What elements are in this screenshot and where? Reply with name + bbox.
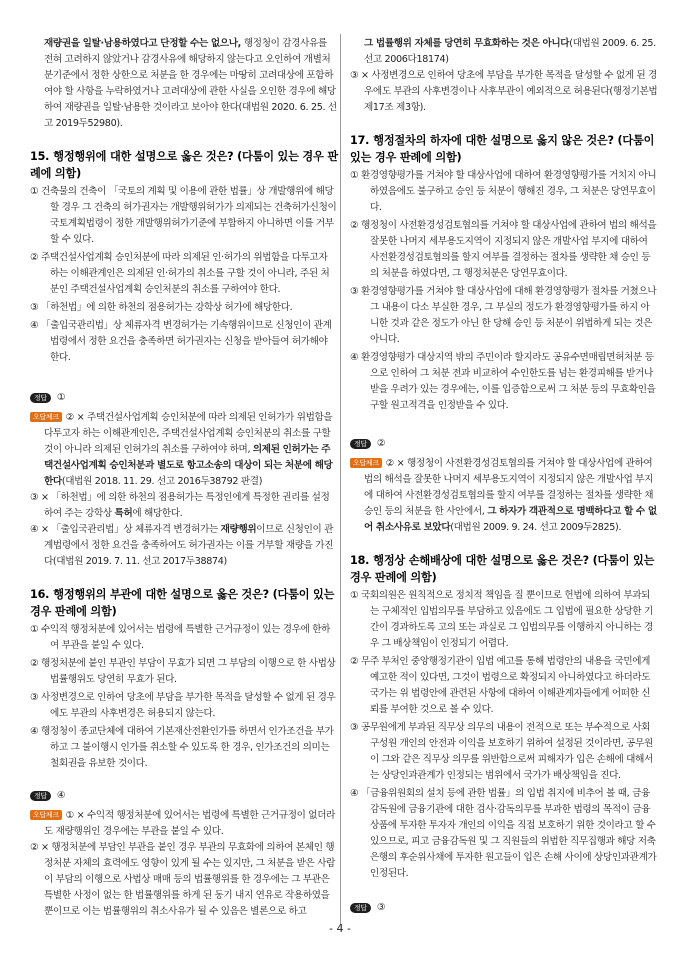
question-16-option-1: ① 수익적 행정처분에 있어서는 법령에 특별한 근거규정이 있는 경우에 한하여 부관을 붙일 수 있다. [30,624,331,651]
question-17-option-3: ③ 환경영향평가를 거쳐야 할 대상사업에 대해 환경영향평가 절차를 거쳤으나 그 내용이 다소 부실한 경우, 그 부실의 정도가 환경영향평가를 하지 아니한 것과 같은 정도가 아닌 한 당해 승인 등 처분이 위법하게 되는 것은 아니다. [350,286,657,345]
question-18-option-2: ② 무주 부처인 중앙행정기관이 입법 예고를 통해 법령안의 내용을 국민에게 예고한 적이 있다면, 그것이 법령으로 확정되지 아니하였다고 하더라도 국가는 위 법령안에 관련된 사항에 대하여 이해관계자들에게 어떠한 신뢰를 부여한 것으로 볼 수 있다. [350,656,651,715]
question-16 [30,586,338,920]
explanation-line: ③ × 「하천법」에 의한 하천의 점용허가는 특정인에게 특정한 권리를 설정하여 주는 강학상 특허에 해당한다. [30,492,330,519]
column-divider [340,34,341,924]
question-15-option-4: ④ 「출입국관리법」상 체류자격 변경허가는 기속행위이므로 신청인이 관계법령에서 정한 요건을 충족하면 허가권자는 신청을 받아들여 허가해야 한다. [30,320,332,363]
question-16-stem: 16. 행정행위의 부관에 대한 설명으로 옳은 것은? (다툼이 있는 경우 판례에 의함) [30,588,335,618]
question-16-option-2: ② 행정처분에 붙인 부관인 부담이 무효가 되면 그 부담의 이행으로 한 사법상 법률행위도 당연히 무효가 된다. [30,658,336,685]
question-16-option-3: ③ 사정변경으로 인하여 당초에 부담을 부가한 목적을 달성할 수 없게 된 경우에도 부관의 사후변경은 허용되지 않는다. [30,692,336,719]
right-top-continuation: 그 법률행위 자체를 당연히 무효화하는 것은 아니다(대법원 2009. 6. 25. 선고 2006다18174) [364,38,656,65]
explanation-line: 오답체크 ② × 주택건설사업계획 승인처분에 따라 의제된 인허가가 위법함을 다투고자 하는 이해관계인은, 주택건설사업계획 승인처분의 취소를 구할 것이 아니라 의제된 인허가의 취소를 구하여야 하며, 의제된 인허가는 주택건설사업계획 승인처분과 별도로 항고소송의 대상이 되는 처분에 해당한다(대법원 2018. 11. 29. 선고 2016두38792 판결) [30,410,338,490]
explanation-line: ② × 행정처분에 부담인 부관을 붙인 경우 부관의 무효화에 의하여 본체인 행정처분 자체의 효력에도 영향이 있게 될 수는 있지만, 그 처분을 받은 사람이 부담의 이행으로 사법상 매매 등의 법률행위를 한 경우에는 그 부관은 특별한 사정이 없는 한 법률행위를 하게 된 동기 내지 연유로 작용하였을 뿐이므로 이는 법률행위의 취소사유가 될 수 있음은 별론으로 하고 [30,842,336,917]
question-15-option-1: ① 건축물의 건축이 「국토의 계획 및 이용에 관한 법률」상 개발행위에 해당할 경우 그 건축의 허가권자는 개발행위허가가 의제되는 건축허가신청이 국토계획법령이 정한 개발행위허가기준에 부합하지 아니하면 이를 거부할 수 있다. [30,186,337,245]
wrong-check-badge: 오답체크 [30,412,62,422]
question-17-option-4: ④ 환경영향평가 대상지역 밖의 주민이라 할지라도 공유수면매립면허처분 등으로 인하여 그 처분 전과 비교하여 수인한도를 넘는 환경피해를 받거나 받을 우려가 있는 경우에는, 이를 입증함으로써 그 처분 등의 무효확인을 구할 원고적격을 인정받을 수 있다. [350,352,656,411]
question-17-answer: 정답 ② [350,436,658,452]
right-column [350,36,658,916]
answer-badge: 정답 [350,439,371,449]
question-17 [350,132,658,536]
question-15-explanations [30,410,338,570]
wrong-check-badge: 오답체크 [30,810,62,820]
explanation-line: ④ × 「출입국관리법」상 체류자격 변경허가는 재량행위이므로 신청인이 관계법령에서 정한 요건을 충족하여도 허가권자는 이를 거부할 재량을 가진다(대법원 2019. 7. 11. 선고 2017두38874) [30,524,334,567]
question-16-explanations [30,808,338,920]
question-18-stem: 18. 행정상 손해배상에 대한 설명으로 옳은 것은? (다툼이 있는 경우 판례에 의함) [350,554,655,584]
question-17-option-1: ① 환경영향평가를 거쳐야 할 대상사업에 대하여 환경영향평가를 거치지 아니하였음에도 불구하고 승인 등 처분이 행해진 경우, 그 처분은 당연무효이다. [350,170,657,213]
page-number: - 4 - [329,922,351,935]
question-18-answer: 정답 ③ [350,900,658,916]
question-15-answer: 정답 ① [30,390,338,406]
question-18 [350,552,658,916]
question-18-option-4: ④ 「금융위원회의 설치 등에 관한 법률」의 입법 취지에 비추어 볼 때, 금융감독원에 금융기관에 대한 검사·감독의무를 부과한 법령의 목적이 금융상품에 투자한 투자자 개인의 이익을 직접 보호하기 위한 것이라고 할 수 있으므로, 피고 금융감독원 및 그 직원들의 위법한 직무집행과 해당 저축은행의 후순위사채에 투자한 원고들이 입은 손해 사이에 상당인과관계가 인정된다. [350,788,657,879]
answer-badge: 정답 [30,791,51,801]
question-15-option-3: ③ 「하천법」에 의한 하천의 점용허가는 강학상 허가에 해당한다. [30,302,293,313]
question-16-option-4: ④ 행정청이 종교단체에 대하여 기본재산전환인가를 하면서 인가조건을 부가하고 그 불이행시 인가를 취소할 수 있도록 한 경우, 인가조건의 의미는 철회권을 유보한 것이다. [30,726,334,769]
wrong-check-badge: 오답체크 [350,458,382,468]
explanation-line: 오답체크 ① × 수익적 행정처분에 있어서는 법령에 특별한 근거규정이 없더라도 재량행위인 경우에는 부관을 붙일 수 있다. [30,808,338,840]
question-18-option-3: ③ 공무원에게 부과된 직무상 의무의 내용이 전적으로 또는 부수적으로 사회구성원 개인의 안전과 이익을 보호하기 위하여 설정된 것이라면, 공무원이 그와 같은 직무상 의무를 위반함으로써 피해자가 입은 손해에 대해서는 상당인과관계가 인정되는 범위에서 국가가 배상책임을 진다. [350,722,653,781]
left-top-continuation: 재량권을 일탈·남용하였다고 단정할 수는 없으나, 행정청이 감경사유를 전혀 고려하지 않았거나 감경사유에 해당하지 않는다고 오인하여 개별처분기준에서 정한 상한으로 처분을 한 경우에는 마땅히 고려대상에 포함하여야 할 사항을 누락하였거나 고려대상에 관한 사실을 오인한 경우에 해당하여 재량권을 일탈·남용한 것이라고 보아야 한다(대법원 2020. 6. 25. 선고 2019두52980). [44,38,337,129]
question-17-stem: 17. 행정절차의 하자에 대한 설명으로 옳지 않은 것은? (다툼이 있는 경우 판례에 의함) [350,134,655,164]
question-18-option-1: ① 국회의원은 원칙적으로 정치적 책임을 질 뿐이므로 헌법에 의하여 부과되는 구체적인 입법의무를 부담하고 있음에도 그 입법에 필요한 상당한 기간이 경과하도록 고의 또는 과실로 그 입법의무를 이행하지 아니하는 경우 그 배상책임이 인정되기 어렵다. [350,590,653,649]
question-17-option-2: ② 행정청이 사전환경성검토협의를 거쳐야 할 대상사업에 관하여 법의 해석을 잘못한 나머지 세부용도지역이 지정되지 않은 개발사업 부지에 대하여 사전환경성검토협의를 할지 여부를 결정하는 절차를 생략한 채 승인 등의 처분을 하였다면, 그 행정처분은 당연무효이다. [350,220,657,279]
question-15-stem: 15. 행정행위에 대한 설명으로 옳은 것은? (다툼이 있는 경우 판례에 의함) [30,150,338,180]
explanation-line: 오답체크 ② × 행정청이 사전환경성검토협의를 거쳐야 할 대상사업에 관하여 법의 해석을 잘못한 나머지 세부용도지역이 지정되지 않은 개발사업 부지에 대하여 사전환경성검토협의를 할지 여부를 결정하는 절차를 생략한 채 승인 등의 처분을 한 사안에서, 그 하자가 객관적으로 명백하다고 할 수 없어 취소사유로 보았다(대법원 2009. 9. 24. 선고 2009두2825). [350,456,658,536]
left-column [30,36,338,920]
question-16-answer: 정답 ④ [30,788,338,804]
question-15-option-2: ② 주택건설사업계획 승인처분에 따라 의제된 인·허가의 위법함을 다투고자 하는 이해관계인은 의제된 인·허가의 취소를 구할 것이 아니라, 주된 처분인 주택건설사업계획 승인처분의 취소를 구하여야 한다. [30,252,330,295]
explanation-line: ③ × 사정변경으로 인하여 당초에 부담을 부가한 목적을 달성할 수 없게 된 경우에도 부관의 사후변경이나 사후부관이 예외적으로 허용된다(행정기본법 제17조 제3항). [350,70,658,113]
answer-badge: 정답 [30,393,51,403]
question-17-explanations [350,456,658,536]
answer-badge: 정답 [350,903,371,913]
question-15 [30,148,338,570]
